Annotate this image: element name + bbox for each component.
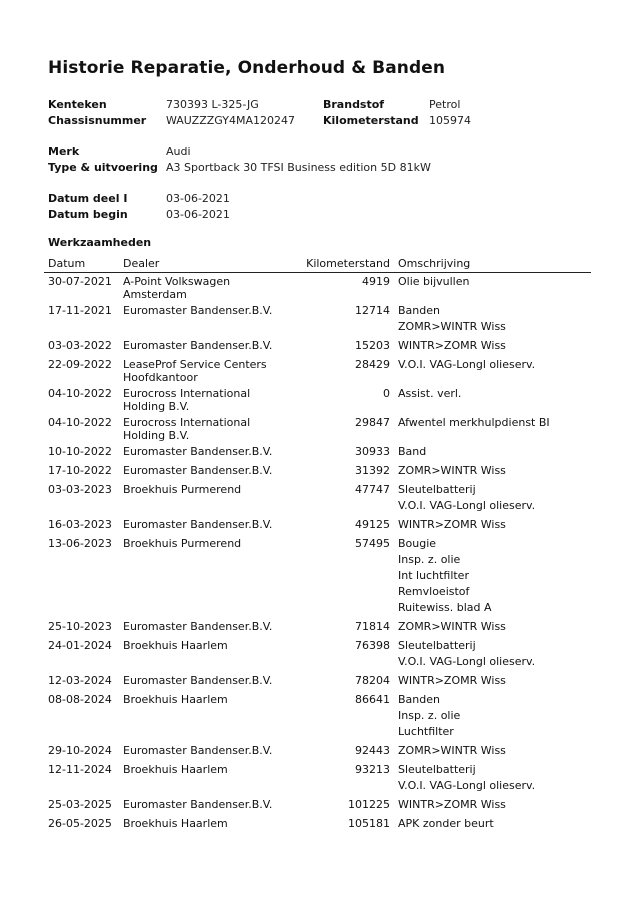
table-row xyxy=(44,691,591,742)
row-dealer: Broekhuis Haarlem xyxy=(123,639,228,652)
brandstof-label: Brandstof xyxy=(323,98,385,111)
column-header-datum: Datum xyxy=(44,255,119,273)
row-dealer: Euromaster Bandenser.B.V. xyxy=(123,674,273,687)
row-date: 10-10-2022 xyxy=(48,445,112,458)
row-kilometerstand: 28429 xyxy=(355,358,390,371)
row-dealer: A-Point Volkswagen Amsterdam xyxy=(123,275,231,301)
description-line: Bougie xyxy=(398,537,437,550)
row-omschrijving xyxy=(394,691,591,742)
row-date: 24-01-2024 xyxy=(48,639,112,652)
description-line: Band xyxy=(398,445,427,458)
row-date: 12-11-2024 xyxy=(48,763,112,776)
description-line: V.O.I. VAG-Longl olieserv. xyxy=(398,655,536,668)
table-row xyxy=(44,462,591,481)
km-value: 105974 xyxy=(429,114,471,127)
row-omschrijving xyxy=(394,337,591,356)
table-row xyxy=(44,273,591,303)
table-row xyxy=(44,337,591,356)
description-line: Banden xyxy=(398,693,440,706)
description-line: Assist. verl. xyxy=(398,387,462,400)
row-dealer: Broekhuis Haarlem xyxy=(123,763,228,776)
row-date: 25-03-2025 xyxy=(48,798,112,811)
row-omschrijving xyxy=(394,414,591,443)
row-omschrijving xyxy=(394,815,591,834)
row-dealer: Broekhuis Haarlem xyxy=(123,693,228,706)
description-line: ZOMR>WINTR Wiss xyxy=(398,744,506,757)
row-omschrijving xyxy=(394,672,591,691)
row-dealer: Euromaster Bandenser.B.V. xyxy=(123,304,273,317)
description-line: Int luchtfilter xyxy=(398,569,469,582)
description-line: Luchtfilter xyxy=(398,725,454,738)
description-line: APK zonder beurt xyxy=(398,817,494,830)
row-dealer: Euromaster Bandenser.B.V. xyxy=(123,744,273,757)
table-row xyxy=(44,618,591,637)
row-dealer: Euromaster Bandenser.B.V. xyxy=(123,518,273,531)
row-omschrijving xyxy=(394,535,591,618)
row-kilometerstand: 71814 xyxy=(355,620,390,633)
row-date: 12-03-2024 xyxy=(48,674,112,687)
row-kilometerstand: 49125 xyxy=(355,518,390,531)
row-kilometerstand: 4919 xyxy=(362,275,390,288)
description-line: ZOMR>WINTR Wiss xyxy=(398,464,506,477)
work-history-table xyxy=(44,255,591,834)
table-row xyxy=(44,516,591,535)
merk-label: Merk xyxy=(48,145,80,158)
row-kilometerstand: 76398 xyxy=(355,639,390,652)
brandstof-value: Petrol xyxy=(429,98,461,111)
table-row xyxy=(44,815,591,834)
type-value: A3 Sportback 30 TFSI Business edition 5D 81kW xyxy=(166,161,431,174)
row-kilometerstand: 105181 xyxy=(348,817,390,830)
row-date: 03-03-2023 xyxy=(48,483,112,496)
datum-deel-value: 03-06-2021 xyxy=(166,192,230,205)
row-kilometerstand: 92443 xyxy=(355,744,390,757)
row-omschrijving xyxy=(394,356,591,385)
row-omschrijving xyxy=(394,273,591,303)
table-row xyxy=(44,356,591,385)
row-date: 26-05-2025 xyxy=(48,817,112,830)
row-date: 25-10-2023 xyxy=(48,620,112,633)
row-omschrijving xyxy=(394,761,591,796)
row-dealer: Broekhuis Purmerend xyxy=(123,537,242,550)
row-kilometerstand: 12714 xyxy=(355,304,390,317)
row-date: 16-03-2023 xyxy=(48,518,112,531)
row-date: 22-09-2022 xyxy=(48,358,112,371)
row-omschrijving xyxy=(394,462,591,481)
table-row xyxy=(44,761,591,796)
row-dealer: Euromaster Bandenser.B.V. xyxy=(123,339,273,352)
row-date: 29-10-2024 xyxy=(48,744,112,757)
row-kilometerstand: 0 xyxy=(383,387,390,400)
description-line: WINTR>ZOMR Wiss xyxy=(398,674,506,687)
description-line: Insp. z. olie xyxy=(398,553,461,566)
row-omschrijving xyxy=(394,796,591,815)
description-line: Afwentel merkhulpdienst BI xyxy=(398,416,550,429)
row-omschrijving xyxy=(394,443,591,462)
km-label: Kilometerstand xyxy=(323,114,419,127)
row-date: 13-06-2023 xyxy=(48,537,112,550)
row-date: 17-10-2022 xyxy=(48,464,112,477)
type-label: Type & uitvoering xyxy=(48,161,158,174)
row-omschrijving xyxy=(394,742,591,761)
description-line: Sleutelbatterij xyxy=(398,483,476,496)
row-kilometerstand: 30933 xyxy=(355,445,390,458)
row-kilometerstand: 29847 xyxy=(355,416,390,429)
row-date: 30-07-2021 xyxy=(48,275,112,288)
row-dealer: Euromaster Bandenser.B.V. xyxy=(123,445,273,458)
row-kilometerstand: 15203 xyxy=(355,339,390,352)
row-dealer: Broekhuis Purmerend xyxy=(123,483,242,496)
section-title: Werkzaamheden xyxy=(48,236,152,249)
table-row xyxy=(44,742,591,761)
row-dealer: Broekhuis Haarlem xyxy=(123,817,228,830)
description-line: Ruitewiss. blad A xyxy=(398,601,492,614)
table-row xyxy=(44,672,591,691)
row-kilometerstand: 31392 xyxy=(355,464,390,477)
description-line: V.O.I. VAG-Longl olieserv. xyxy=(398,499,536,512)
table-row xyxy=(44,385,591,414)
table-header-row xyxy=(44,255,591,273)
description-line: V.O.I. VAG-Longl olieserv. xyxy=(398,358,536,371)
merk-value: Audi xyxy=(166,145,191,158)
description-line: Sleutelbatterij xyxy=(398,763,476,776)
column-header-kilometerstand: Kilometerstand xyxy=(285,255,394,273)
row-omschrijving xyxy=(394,302,591,337)
row-kilometerstand: 78204 xyxy=(355,674,390,687)
row-omschrijving xyxy=(394,618,591,637)
row-dealer: Eurocross International Holding B.V. xyxy=(123,387,251,413)
row-kilometerstand: 86641 xyxy=(355,693,390,706)
description-line: WINTR>ZOMR Wiss xyxy=(398,339,506,352)
kenteken-value: 730393 L-325-JG xyxy=(166,98,259,111)
row-kilometerstand: 93213 xyxy=(355,763,390,776)
row-dealer: Eurocross International Holding B.V. xyxy=(123,416,251,442)
table-row xyxy=(44,481,591,516)
description-line: ZOMR>WINTR Wiss xyxy=(398,320,506,333)
row-dealer: Euromaster Bandenser.B.V. xyxy=(123,798,273,811)
column-header-dealer: Dealer xyxy=(119,255,285,273)
datum-deel-label: Datum deel I xyxy=(48,192,128,205)
row-kilometerstand: 57495 xyxy=(355,537,390,550)
row-omschrijving xyxy=(394,385,591,414)
description-line: V.O.I. VAG-Longl olieserv. xyxy=(398,779,536,792)
table-row xyxy=(44,302,591,337)
row-date: 03-03-2022 xyxy=(48,339,112,352)
description-line: Insp. z. olie xyxy=(398,709,461,722)
row-dealer: Euromaster Bandenser.B.V. xyxy=(123,620,273,633)
row-omschrijving xyxy=(394,637,591,672)
kenteken-label: Kenteken xyxy=(48,98,107,111)
chassis-label: Chassisnummer xyxy=(48,114,147,127)
row-kilometerstand: 47747 xyxy=(355,483,390,496)
table-row xyxy=(44,414,591,443)
datum-begin-value: 03-06-2021 xyxy=(166,208,230,221)
table-row xyxy=(44,535,591,618)
datum-begin-label: Datum begin xyxy=(48,208,128,221)
table-row xyxy=(44,443,591,462)
description-line: Banden xyxy=(398,304,440,317)
column-header-omschrijving: Omschrijving xyxy=(394,255,591,273)
row-date: 04-10-2022 xyxy=(48,416,112,429)
row-kilometerstand: 101225 xyxy=(348,798,390,811)
chassis-value: WAUZZZGY4MA120247 xyxy=(166,114,295,127)
row-dealer: LeaseProf Service Centers Hoofdkantoor xyxy=(123,358,267,384)
row-date: 04-10-2022 xyxy=(48,387,112,400)
description-line: Sleutelbatterij xyxy=(398,639,476,652)
table-row xyxy=(44,637,591,672)
description-line: WINTR>ZOMR Wiss xyxy=(398,518,506,531)
row-date: 08-08-2024 xyxy=(48,693,112,706)
row-omschrijving xyxy=(394,481,591,516)
row-omschrijving xyxy=(394,516,591,535)
row-dealer: Euromaster Bandenser.B.V. xyxy=(123,464,273,477)
table-body xyxy=(44,273,591,835)
page-title: Historie Reparatie, Onderhoud & Banden xyxy=(48,58,446,78)
description-line: ZOMR>WINTR Wiss xyxy=(398,620,506,633)
table-row xyxy=(44,796,591,815)
row-date: 17-11-2021 xyxy=(48,304,112,317)
description-line: WINTR>ZOMR Wiss xyxy=(398,798,506,811)
description-line: Remvloeistof xyxy=(398,585,470,598)
description-line: Olie bijvullen xyxy=(398,275,470,288)
